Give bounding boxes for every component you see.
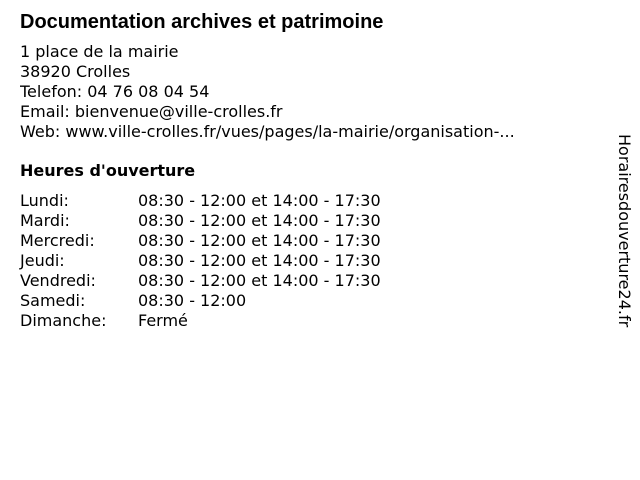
- email-line: Email: bienvenue@ville-crolles.fr: [20, 102, 283, 121]
- time-range: Fermé: [138, 311, 188, 330]
- time-range: 08:30 - 12:00 et 14:00 - 17:30: [138, 271, 381, 290]
- day-label: Samedi:: [20, 291, 86, 310]
- time-range: 08:30 - 12:00 et 14:00 - 17:30: [138, 231, 381, 250]
- opening-hours-card: [20, 10, 595, 331]
- website-line: Web: www.ville-crolles.fr/vues/pages/la-mairie/organisation-...: [20, 122, 515, 141]
- hours-row-sunday: [20, 311, 595, 331]
- time-range: 08:30 - 12:00 et 14:00 - 17:30: [138, 251, 381, 270]
- time-range: 08:30 - 12:00 et 14:00 - 17:30: [138, 211, 381, 230]
- day-label: Jeudi:: [20, 251, 65, 270]
- hours-row-wednesday: [20, 231, 595, 251]
- site-brand-vertical: Horairesdouverture24.fr: [615, 134, 634, 328]
- day-label: Lundi:: [20, 191, 69, 210]
- address-street: 1 place de la mairie: [20, 42, 179, 61]
- opening-hours-heading: Heures d'ouverture: [20, 161, 196, 180]
- page-title: Documentation archives et patrimoine: [20, 11, 384, 33]
- hours-row-saturday: [20, 291, 595, 311]
- hours-row-monday: [20, 191, 595, 211]
- phone-line: Telefon: 04 76 08 04 54: [20, 82, 210, 101]
- time-range: 08:30 - 12:00: [138, 291, 247, 310]
- contact-block: [20, 42, 595, 142]
- day-label: Mercredi:: [20, 231, 95, 250]
- hours-row-friday: [20, 271, 595, 291]
- day-label: Dimanche:: [20, 311, 107, 330]
- opening-hours-table: [20, 191, 595, 331]
- day-label: Mardi:: [20, 211, 70, 230]
- address-city: 38920 Crolles: [20, 62, 131, 81]
- time-range: 08:30 - 12:00 et 14:00 - 17:30: [138, 191, 381, 210]
- day-label: Vendredi:: [20, 271, 96, 290]
- hours-row-thursday: [20, 251, 595, 271]
- hours-row-tuesday: [20, 211, 595, 231]
